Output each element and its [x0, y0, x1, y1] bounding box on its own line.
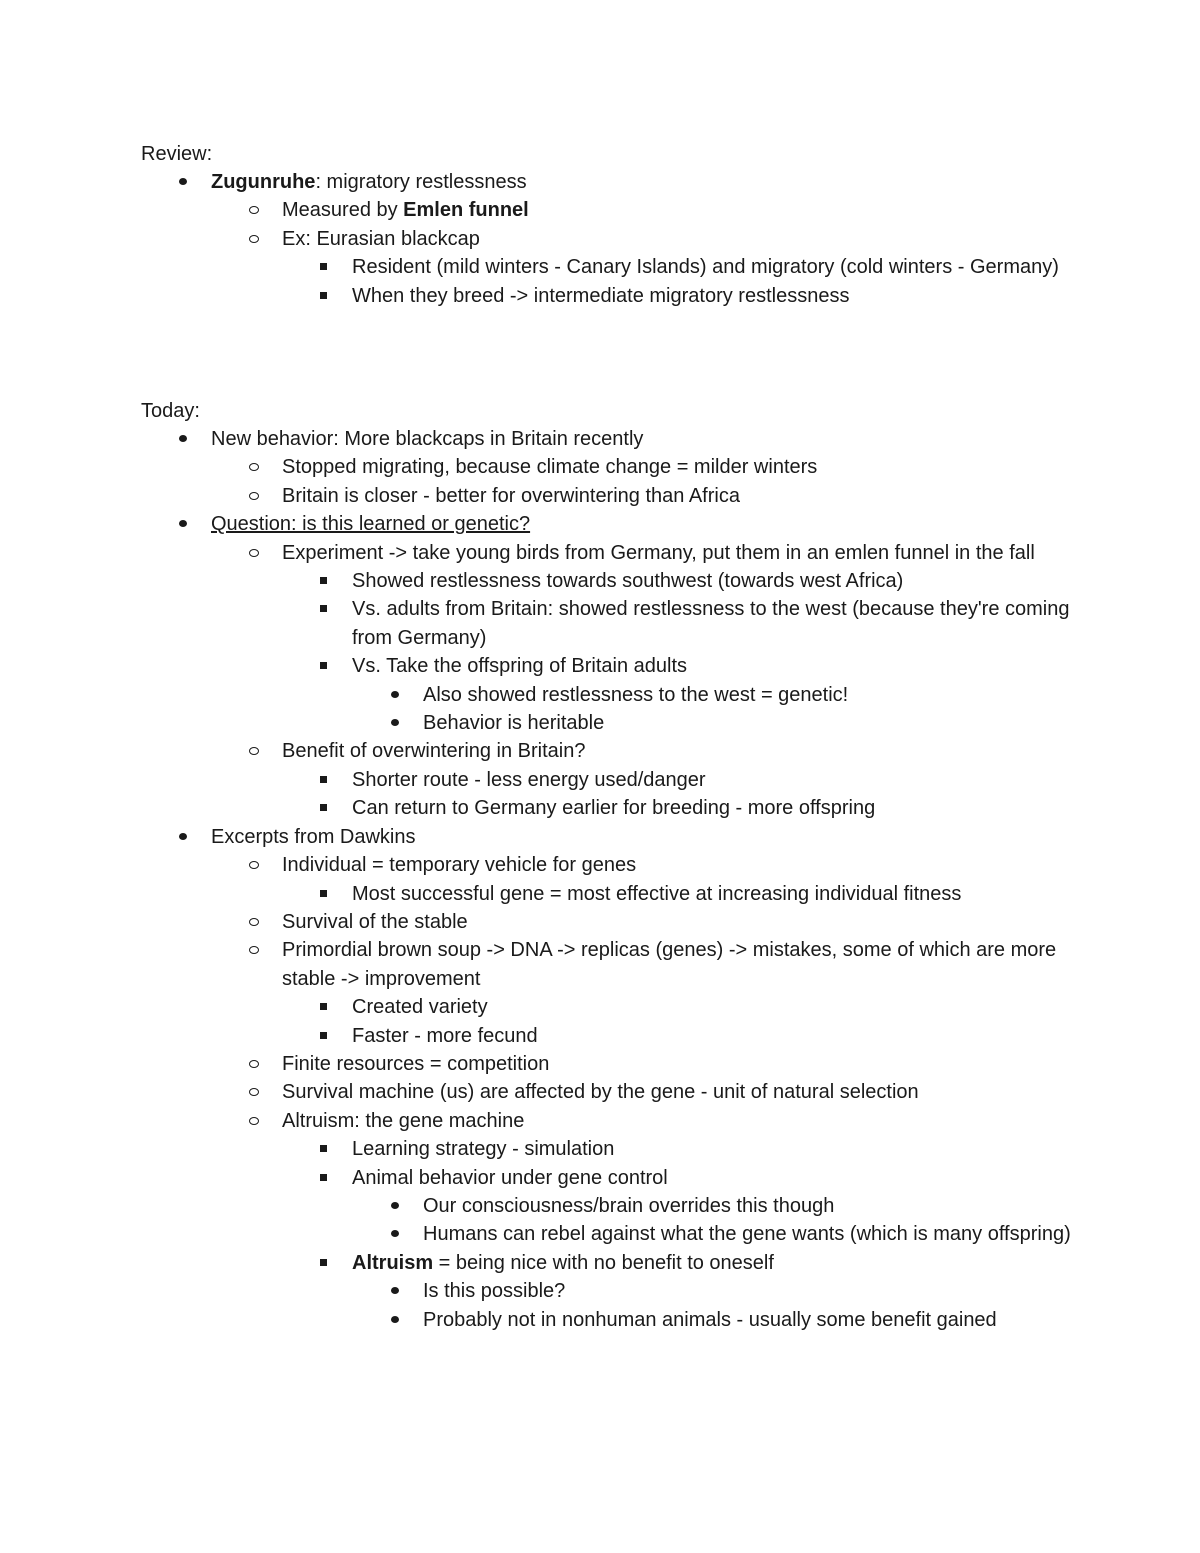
zugunruhe-term: Zugunruhe — [211, 171, 316, 193]
new-behavior-text: New behavior: More blackcaps in Britain recently — [211, 428, 644, 450]
square-bullet-icon — [314, 282, 334, 310]
list-item — [0, 880, 1071, 908]
animal-text: Animal behavior under gene control — [352, 1166, 668, 1189]
list-item — [0, 936, 1071, 993]
disc-bullet-icon — [385, 1277, 405, 1305]
list-item — [0, 851, 1071, 879]
circle-bullet-icon — [244, 196, 264, 224]
list-item — [0, 908, 1071, 936]
list-item — [0, 681, 1071, 709]
southwest-text: Showed restlessness towards southwest (towards west Africa) — [352, 570, 904, 593]
square-bullet-icon — [314, 567, 334, 595]
square-bullet-icon — [314, 1164, 334, 1192]
altruism-definition: = being nice with no benefit to oneself — [433, 1251, 774, 1274]
list-item — [0, 1164, 1071, 1192]
finite-text: Finite resources = competition — [282, 1052, 550, 1075]
list-item — [0, 993, 1071, 1021]
probably-text: Probably not in nonhuman animals - usually some benefit gained — [423, 1308, 997, 1331]
variety-text: Created variety — [352, 996, 488, 1019]
successful-text: Most successful gene = most effective at increasing individual fitness — [352, 882, 962, 905]
list-item — [0, 595, 1071, 652]
heritable-text: Behavior is heritable — [423, 712, 605, 735]
disc-bullet-icon — [173, 823, 193, 851]
review-list — [0, 168, 1200, 310]
list-item — [0, 1192, 1071, 1220]
review-heading: Review: — [141, 143, 213, 165]
resident-text: Resident (mild winters - Canary Islands) and migratory (cold winters - Germany) — [352, 256, 1059, 279]
genetic-text: Also showed restlessness to the west = genetic! — [423, 683, 849, 706]
square-bullet-icon — [314, 595, 334, 623]
square-bullet-icon — [314, 1022, 334, 1050]
closer-text: Britain is closer - better for overwintering than Africa — [282, 484, 740, 507]
adults-text: Vs. adults from Britain: showed restlessness to the west (because they're coming from Germany) — [352, 598, 1070, 649]
rebel-text: Humans can rebel against what the gene wants (which is many offspring) — [423, 1223, 1071, 1246]
list-item — [0, 425, 1071, 453]
soup-text: Primordial brown soup -> DNA -> replicas (genes) -> mistakes, some of which are more stable -> improvement — [282, 939, 1057, 990]
disc-bullet-icon — [173, 425, 193, 453]
circle-bullet-icon — [244, 225, 264, 253]
circle-bullet-icon — [244, 908, 264, 936]
list-item — [0, 1078, 1071, 1106]
square-bullet-icon — [314, 880, 334, 908]
faster-text: Faster - more fecund — [352, 1024, 538, 1047]
list-item — [0, 794, 1071, 822]
list-item — [0, 168, 1071, 196]
disc-bullet-icon — [385, 681, 405, 709]
list-item — [0, 1220, 1071, 1248]
dawkins-text: Excerpts from Dawkins — [211, 825, 416, 848]
list-item — [0, 453, 1071, 481]
disc-bullet-icon — [385, 709, 405, 737]
square-bullet-icon — [314, 652, 334, 680]
measured-prefix: Measured by — [282, 199, 404, 222]
square-bullet-icon — [314, 253, 334, 281]
square-bullet-icon — [314, 1249, 334, 1277]
list-item — [0, 1050, 1071, 1078]
square-bullet-icon — [314, 794, 334, 822]
list-item — [0, 282, 1071, 310]
list-item — [0, 766, 1071, 794]
list-item — [0, 567, 1071, 595]
circle-bullet-icon — [244, 453, 264, 481]
breed-text: When they breed -> intermediate migratory restlessness — [352, 284, 850, 307]
survival-machine-text: Survival machine (us) are affected by the gene - unit of natural selection — [282, 1081, 919, 1104]
list-item — [0, 253, 1071, 281]
list-item — [0, 225, 1071, 253]
experiment-text: Experiment -> take young birds from Germany, put them in an emlen funnel in the fall — [282, 541, 1035, 564]
list-item — [0, 1306, 1071, 1334]
list-item — [0, 652, 1071, 680]
disc-bullet-icon — [173, 510, 193, 538]
disc-bullet-icon — [385, 1192, 405, 1220]
shorter-text: Shorter route - less energy used/danger — [352, 768, 706, 791]
consciousness-text: Our consciousness/brain overrides this though — [423, 1194, 835, 1217]
circle-bullet-icon — [244, 482, 264, 510]
today-heading: Today: — [141, 400, 200, 422]
offspring-text: Vs. Take the offspring of Britain adults — [352, 655, 688, 678]
individual-text: Individual = temporary vehicle for genes — [282, 854, 637, 877]
circle-bullet-icon — [244, 737, 264, 765]
stable-text: Survival of the stable — [282, 910, 468, 933]
list-item — [0, 1022, 1071, 1050]
circle-bullet-icon — [244, 1050, 264, 1078]
stopped-text: Stopped migrating, because climate change = milder winters — [282, 456, 818, 479]
circle-bullet-icon — [244, 1078, 264, 1106]
emlen-funnel-term: Emlen funnel — [403, 199, 529, 222]
learning-text: Learning strategy - simulation — [352, 1138, 615, 1161]
list-item — [0, 510, 1071, 538]
list-item — [0, 482, 1071, 510]
list-item — [0, 737, 1071, 765]
possible-text: Is this possible? — [423, 1280, 566, 1303]
disc-bullet-icon — [173, 168, 193, 196]
disc-bullet-icon — [385, 1220, 405, 1248]
today-list — [0, 425, 1200, 1334]
circle-bullet-icon — [244, 539, 264, 567]
question-text: Question: is this learned or genetic? — [211, 513, 531, 536]
zugunruhe-definition: : migratory restlessness — [315, 171, 527, 193]
circle-bullet-icon — [244, 936, 264, 964]
list-item — [0, 1107, 1071, 1135]
benefit-text: Benefit of overwintering in Britain? — [282, 740, 586, 763]
list-item — [0, 539, 1071, 567]
list-item — [0, 1135, 1071, 1163]
list-item — [0, 709, 1071, 737]
example-text: Ex: Eurasian blackcap — [282, 227, 480, 250]
disc-bullet-icon — [385, 1306, 405, 1334]
circle-bullet-icon — [244, 1107, 264, 1135]
list-item — [0, 1277, 1071, 1305]
altruism-term: Altruism — [352, 1251, 434, 1274]
list-item — [0, 823, 1071, 851]
altruism-machine-text: Altruism: the gene machine — [282, 1109, 525, 1132]
list-item — [0, 196, 1071, 224]
earlier-text: Can return to Germany earlier for breeding - more offspring — [352, 797, 876, 820]
square-bullet-icon — [314, 1135, 334, 1163]
square-bullet-icon — [314, 766, 334, 794]
circle-bullet-icon — [244, 851, 264, 879]
square-bullet-icon — [314, 993, 334, 1021]
list-item — [0, 1249, 1071, 1277]
